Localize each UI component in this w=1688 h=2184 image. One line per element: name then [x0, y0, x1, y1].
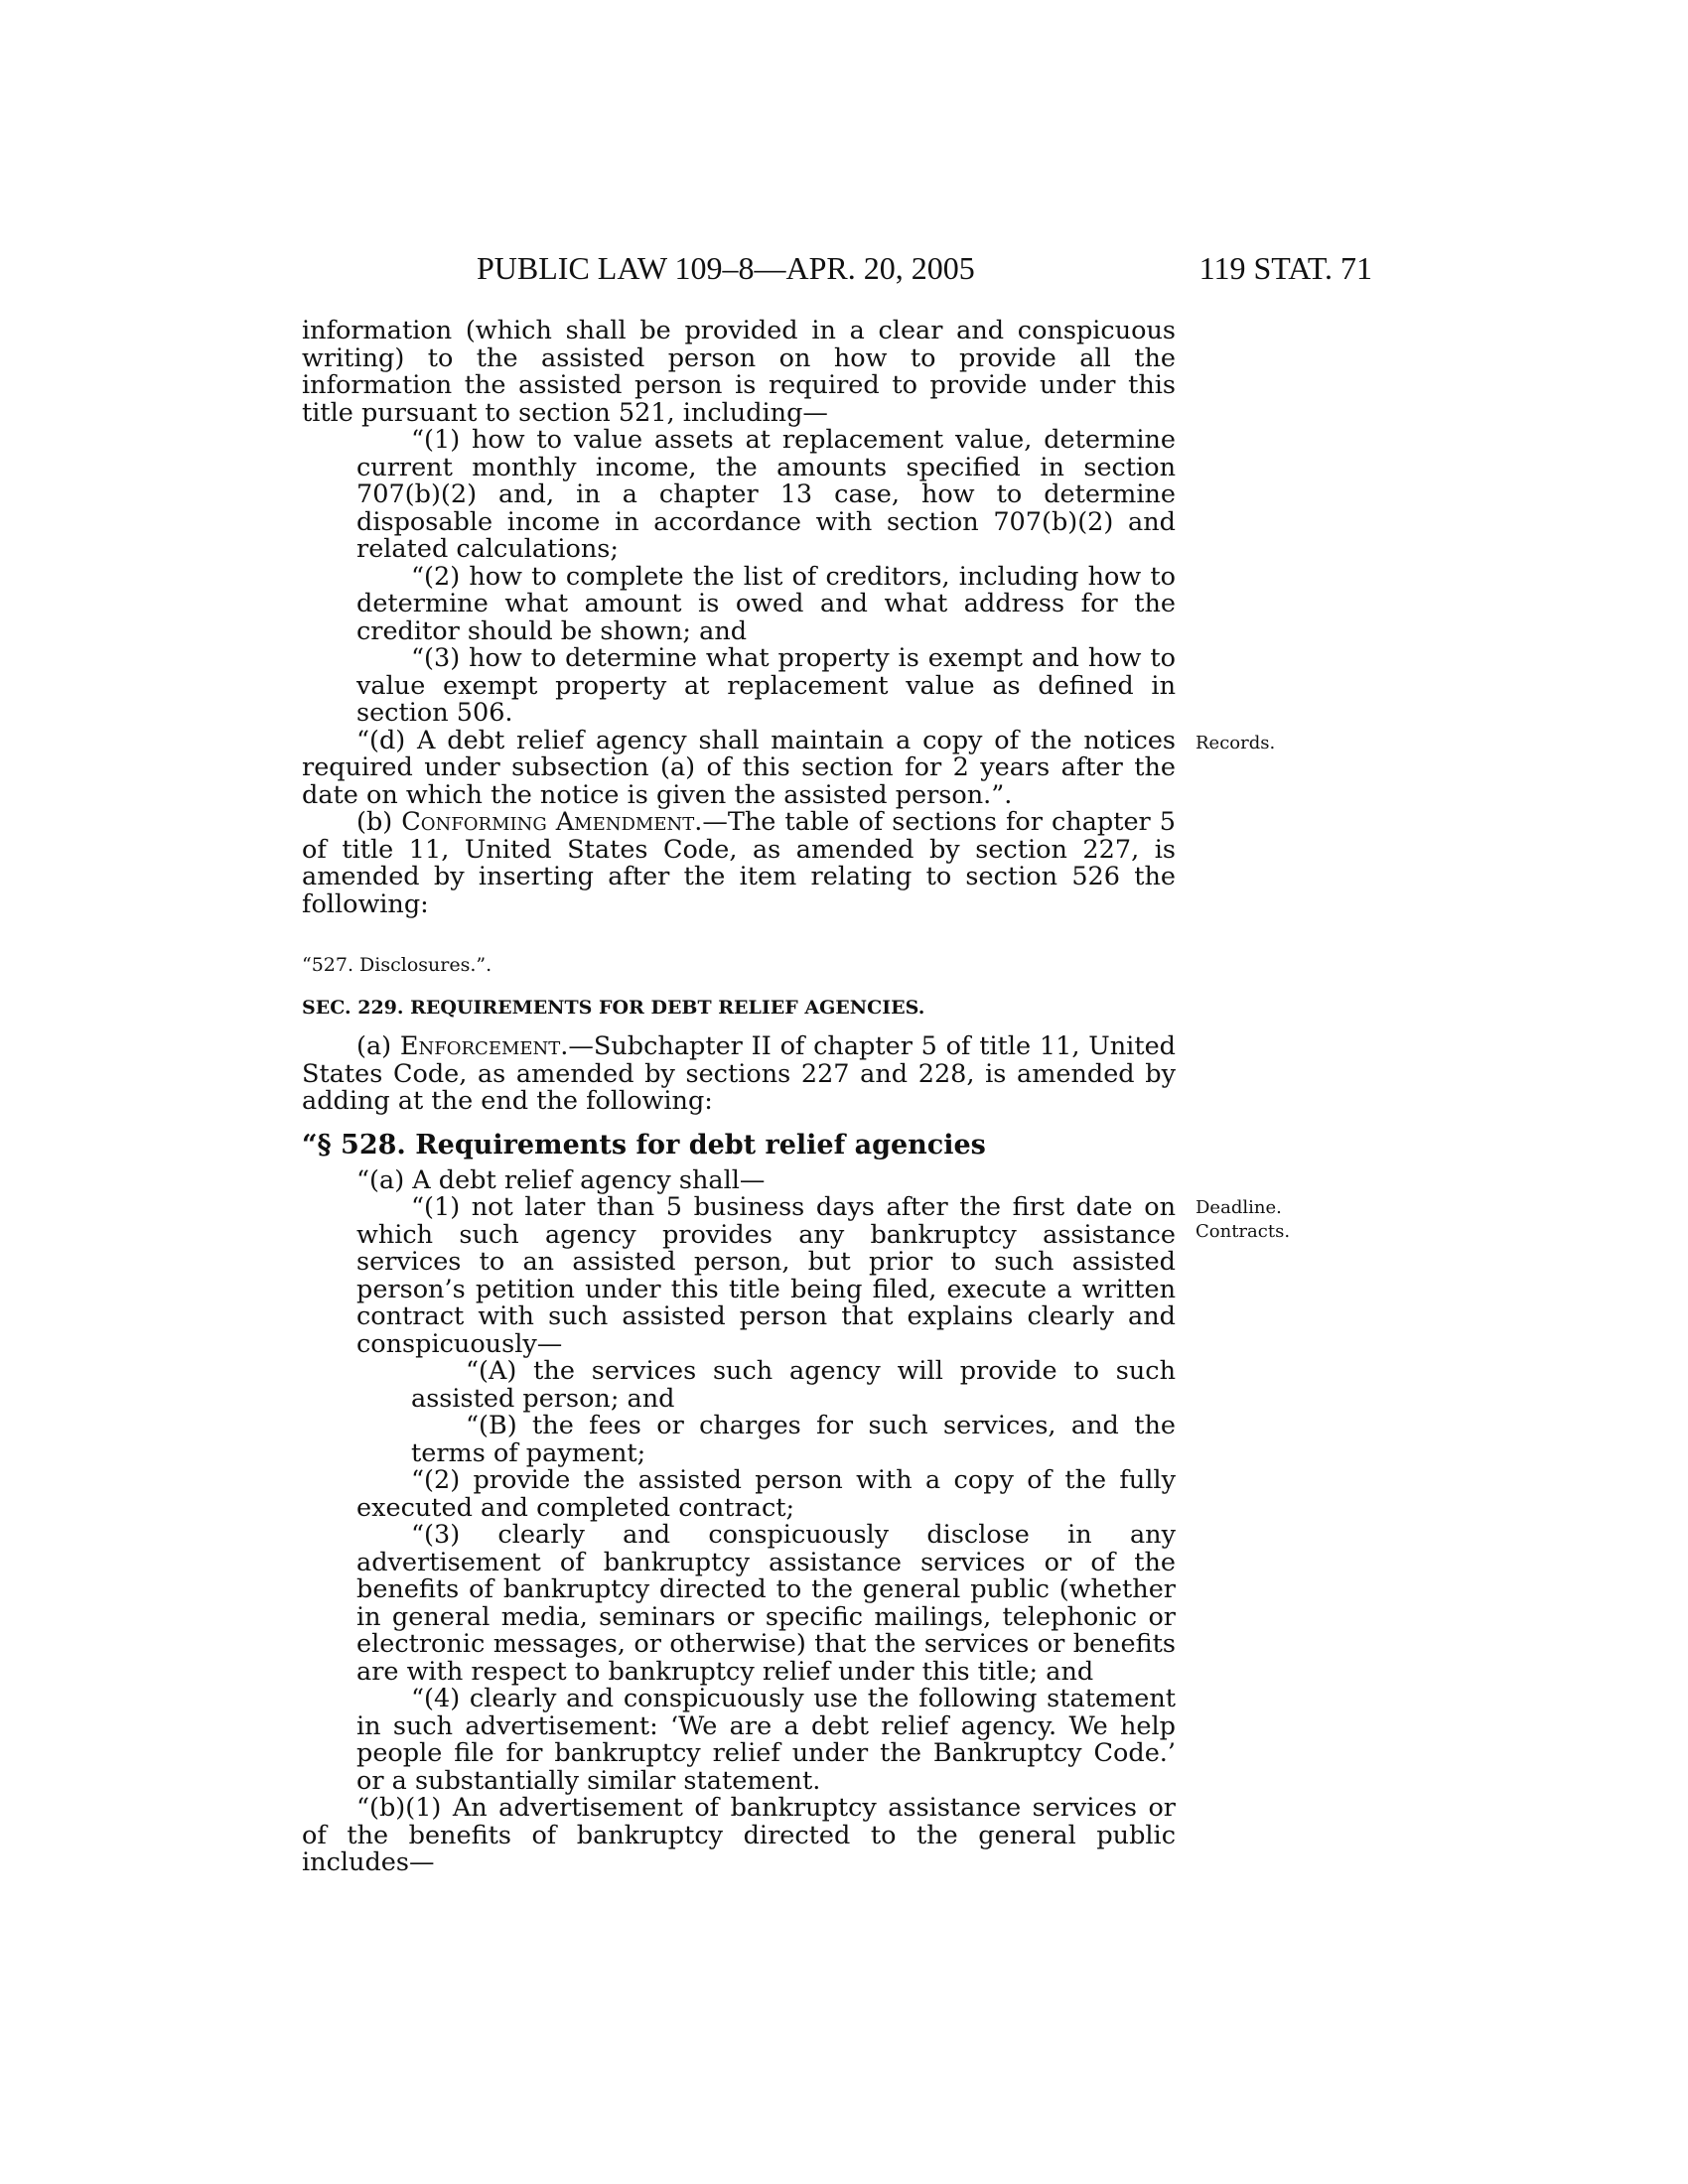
- paragraph-caption: Conforming Amendment: [401, 807, 695, 837]
- paragraph-text: .—Subchapter II of chapter 5 of title 11, United States Code, as amended by sections 227 and 228, is amended by adding at the end the following:: [302, 1031, 1176, 1116]
- paragraph-text: .—The table of sections for chapter 5 of title 11, United States Code, as amended by section 227, is amended by inserting after the item relating to section 526 the following:: [302, 807, 1176, 919]
- paragraph-caption: Enforcement: [399, 1031, 561, 1061]
- paragraph-subsection-d: “(d) A debt relief agency shall maintain a copy of the notices required under subsection (a) of this section for 2 years after the date on which the notice is given the assisted person.”.: [302, 725, 1176, 810]
- paragraph-enforcement: [302, 1033, 1176, 1116]
- paragraph-item-B: “(B) the fees or charges for such services, and the terms of payment;: [411, 1411, 1176, 1468]
- paragraph-continued: information (which shall be provided in a clear and conspicuous writing) to the assisted person on how to provide all the information the assisted person is required to provide under this title pursuant to section 521, including—: [302, 316, 1176, 428]
- paragraph-subsection-b1: “(b)(1) An advertisement of bankruptcy assistance services or of the benefits of bankruptcy directed to the general public includes—: [302, 1793, 1176, 1877]
- paragraph-item-4-statement: “(4) clearly and conspicuously use the following statement in such advertisement: ‘We are a debt relief agency. We help people file for bankruptcy relief under the Bankruptcy Code.’ or a substantially similar statement.: [356, 1684, 1176, 1796]
- paragraph-item-1: “(1) how to value assets at replacement value, determine current monthly income, the amounts specified in section 707(b)(2) and, in a chapter 13 case, how to determine disposable income in accordance with section 707(b)(2) and related calculations;: [356, 425, 1176, 564]
- section-heading: SEC. 229. REQUIREMENTS FOR DEBT RELIEF AGENCIES.: [302, 997, 925, 1019]
- margin-note-deadline-contracts: [1196, 1196, 1325, 1244]
- paragraph-item-1-contract: “(1) not later than 5 business days after the first date on which such agency provides any bankruptcy assistance services to an assisted person, but prior to such assisted person’s petition under this title being filed, execute a written contract with such assisted person that explains clearly and conspicuously—: [356, 1192, 1176, 1359]
- paragraph-prefix: (a): [356, 1031, 400, 1061]
- margin-note-contracts: Contracts.: [1196, 1221, 1291, 1242]
- page-reference: 119 STAT. 71: [1198, 250, 1372, 286]
- paragraph-conforming-amendment: [302, 809, 1176, 918]
- paragraph-prefix: (b): [356, 807, 402, 837]
- paragraph-item-2: “(2) how to complete the list of creditors, including how to determine what amount is owed and what address for the creditor should be shown; and: [356, 561, 1176, 646]
- table-of-sections-item: “527. Disclosures.”.: [302, 954, 492, 976]
- paragraph-item-2-copy: “(2) provide the assisted person with a copy of the fully executed and completed contract;: [356, 1465, 1176, 1523]
- paragraph-item-3: “(3) how to determine what property is exempt and how to value exempt property at replacement value as defined in section 506.: [356, 643, 1176, 728]
- margin-note-records: [1196, 732, 1325, 755]
- margin-note-deadline: Deadline.: [1196, 1197, 1282, 1218]
- running-title: PUBLIC LAW 109–8—APR. 20, 2005: [477, 250, 975, 286]
- body-text: [302, 318, 1176, 1877]
- paragraph-item-A: “(A) the services such agency will provide to such assisted person; and: [411, 1356, 1176, 1414]
- margin-note-text: Records.: [1196, 733, 1276, 753]
- paragraph-subsection-a: “(a) A debt relief agency shall—: [356, 1164, 766, 1195]
- subsection-heading: “§ 528. Requirements for debt relief agencies: [302, 1129, 986, 1160]
- paragraph-item-3-disclose: “(3) clearly and conspicuously disclose in any advertisement of bankruptcy assistance services or of the benefits of bankruptcy directed to the general public (whether in general media, seminars or specific mailings, telephonic or electronic messages, or otherwise) that the services or benefits are with respect to bankruptcy relief under this title; and: [356, 1520, 1176, 1687]
